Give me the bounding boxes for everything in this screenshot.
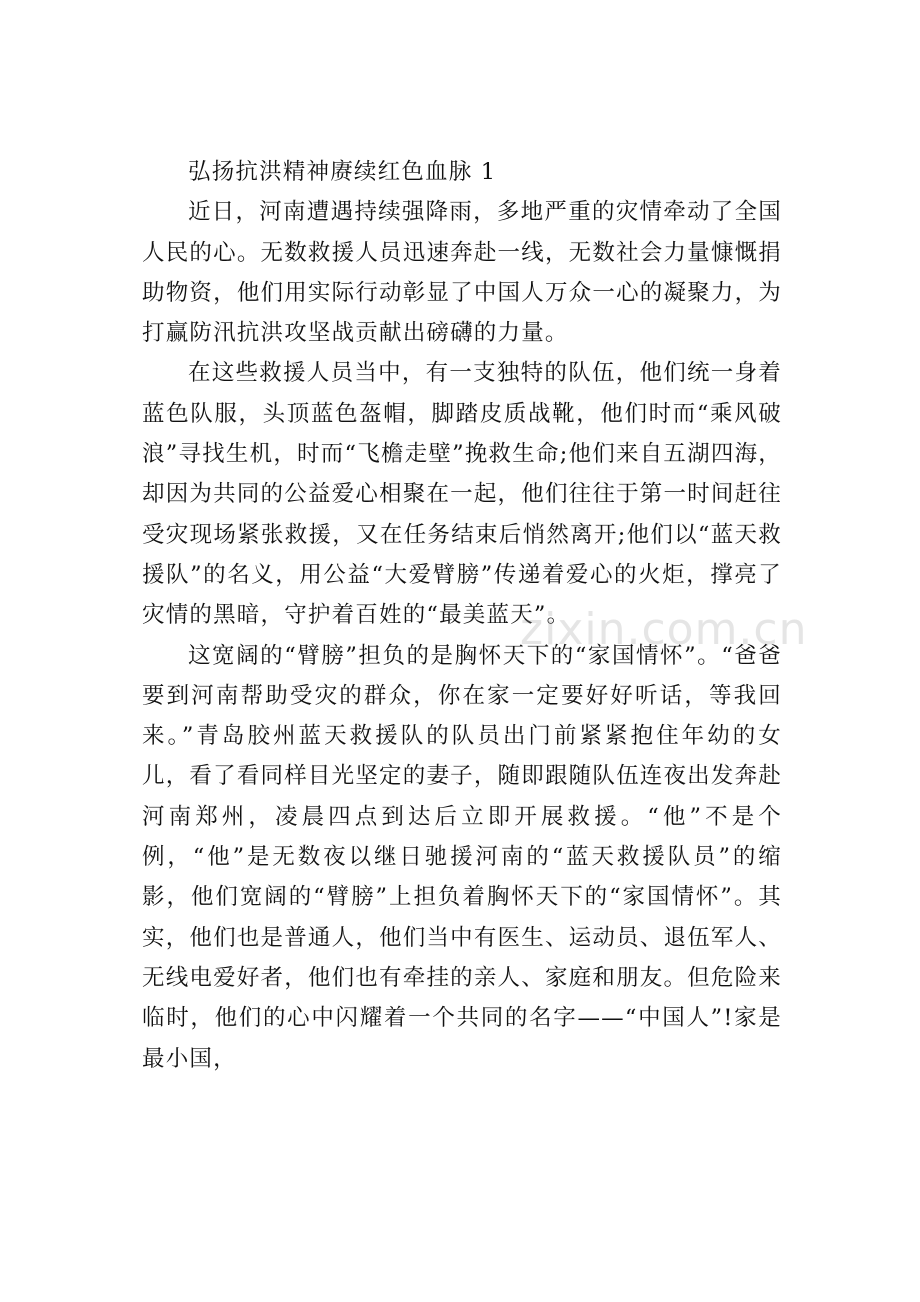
watermark: zixin.com.cn	[520, 604, 808, 655]
document-body	[142, 152, 782, 1079]
document-title: 弘扬抗洪精神赓续红色血脉 1	[188, 159, 497, 185]
paragraph-3: 这宽阔的“臂膀”担负的是胸怀天下的“家国情怀”。“爸爸要到河南帮助受灾的群众，你在家一定要好好听话，等我回来。”青岛胶州蓝天救援队的队员出门前紧紧抱住年幼的女儿，看了看同样目光坚定的妻子，随即跟随队伍连夜出发奔赴河南郑州，凌晨四点到达后立即开展救援。“他”不是个例，“他”是无数夜以继日驰援河南的“蓝天救援队员”的缩影，他们宽阔的“臂膀”上担负着胸怀天下的“家国情怀”。其实，他们也是普通人，他们当中有医生、运动员、退伍军人、无线电爱好者，他们也有牵挂的亲人、家庭和朋友。但危险来临时，他们的心中闪耀着一个共同的名字——“中国人”!家是最小国，	[142, 642, 782, 1072]
paragraph-2: 在这些救援人员当中，有一支独特的队伍，他们统一身着蓝色队服，头顶蓝色盔帽，脚踏皮质战靴，他们时而“乘风破浪”寻找生机，时而“飞檐走壁”挽救生命;他们来自五湖四海，却因为共同的公益爱心相聚在一起，他们往往于第一时间赶往受灾现场紧张救援，又在任务结束后悄然离开;他们以“蓝天救援队”的名义，用公益“大爱臂膀”传递着爱心的火炬，撑亮了灾情的黑暗，守护着百姓的“最美蓝天”。	[142, 360, 782, 629]
paragraph-1: 近日，河南遭遇持续强降雨，多地严重的灾情牵动了全国人民的心。无数救援人员迅速奔赴一线，无数社会力量慷慨捐助物资，他们用实际行动彰显了中国人万众一心的凝聚力，为打赢防汛抗洪攻坚战贡献出磅礴的力量。	[142, 199, 782, 347]
